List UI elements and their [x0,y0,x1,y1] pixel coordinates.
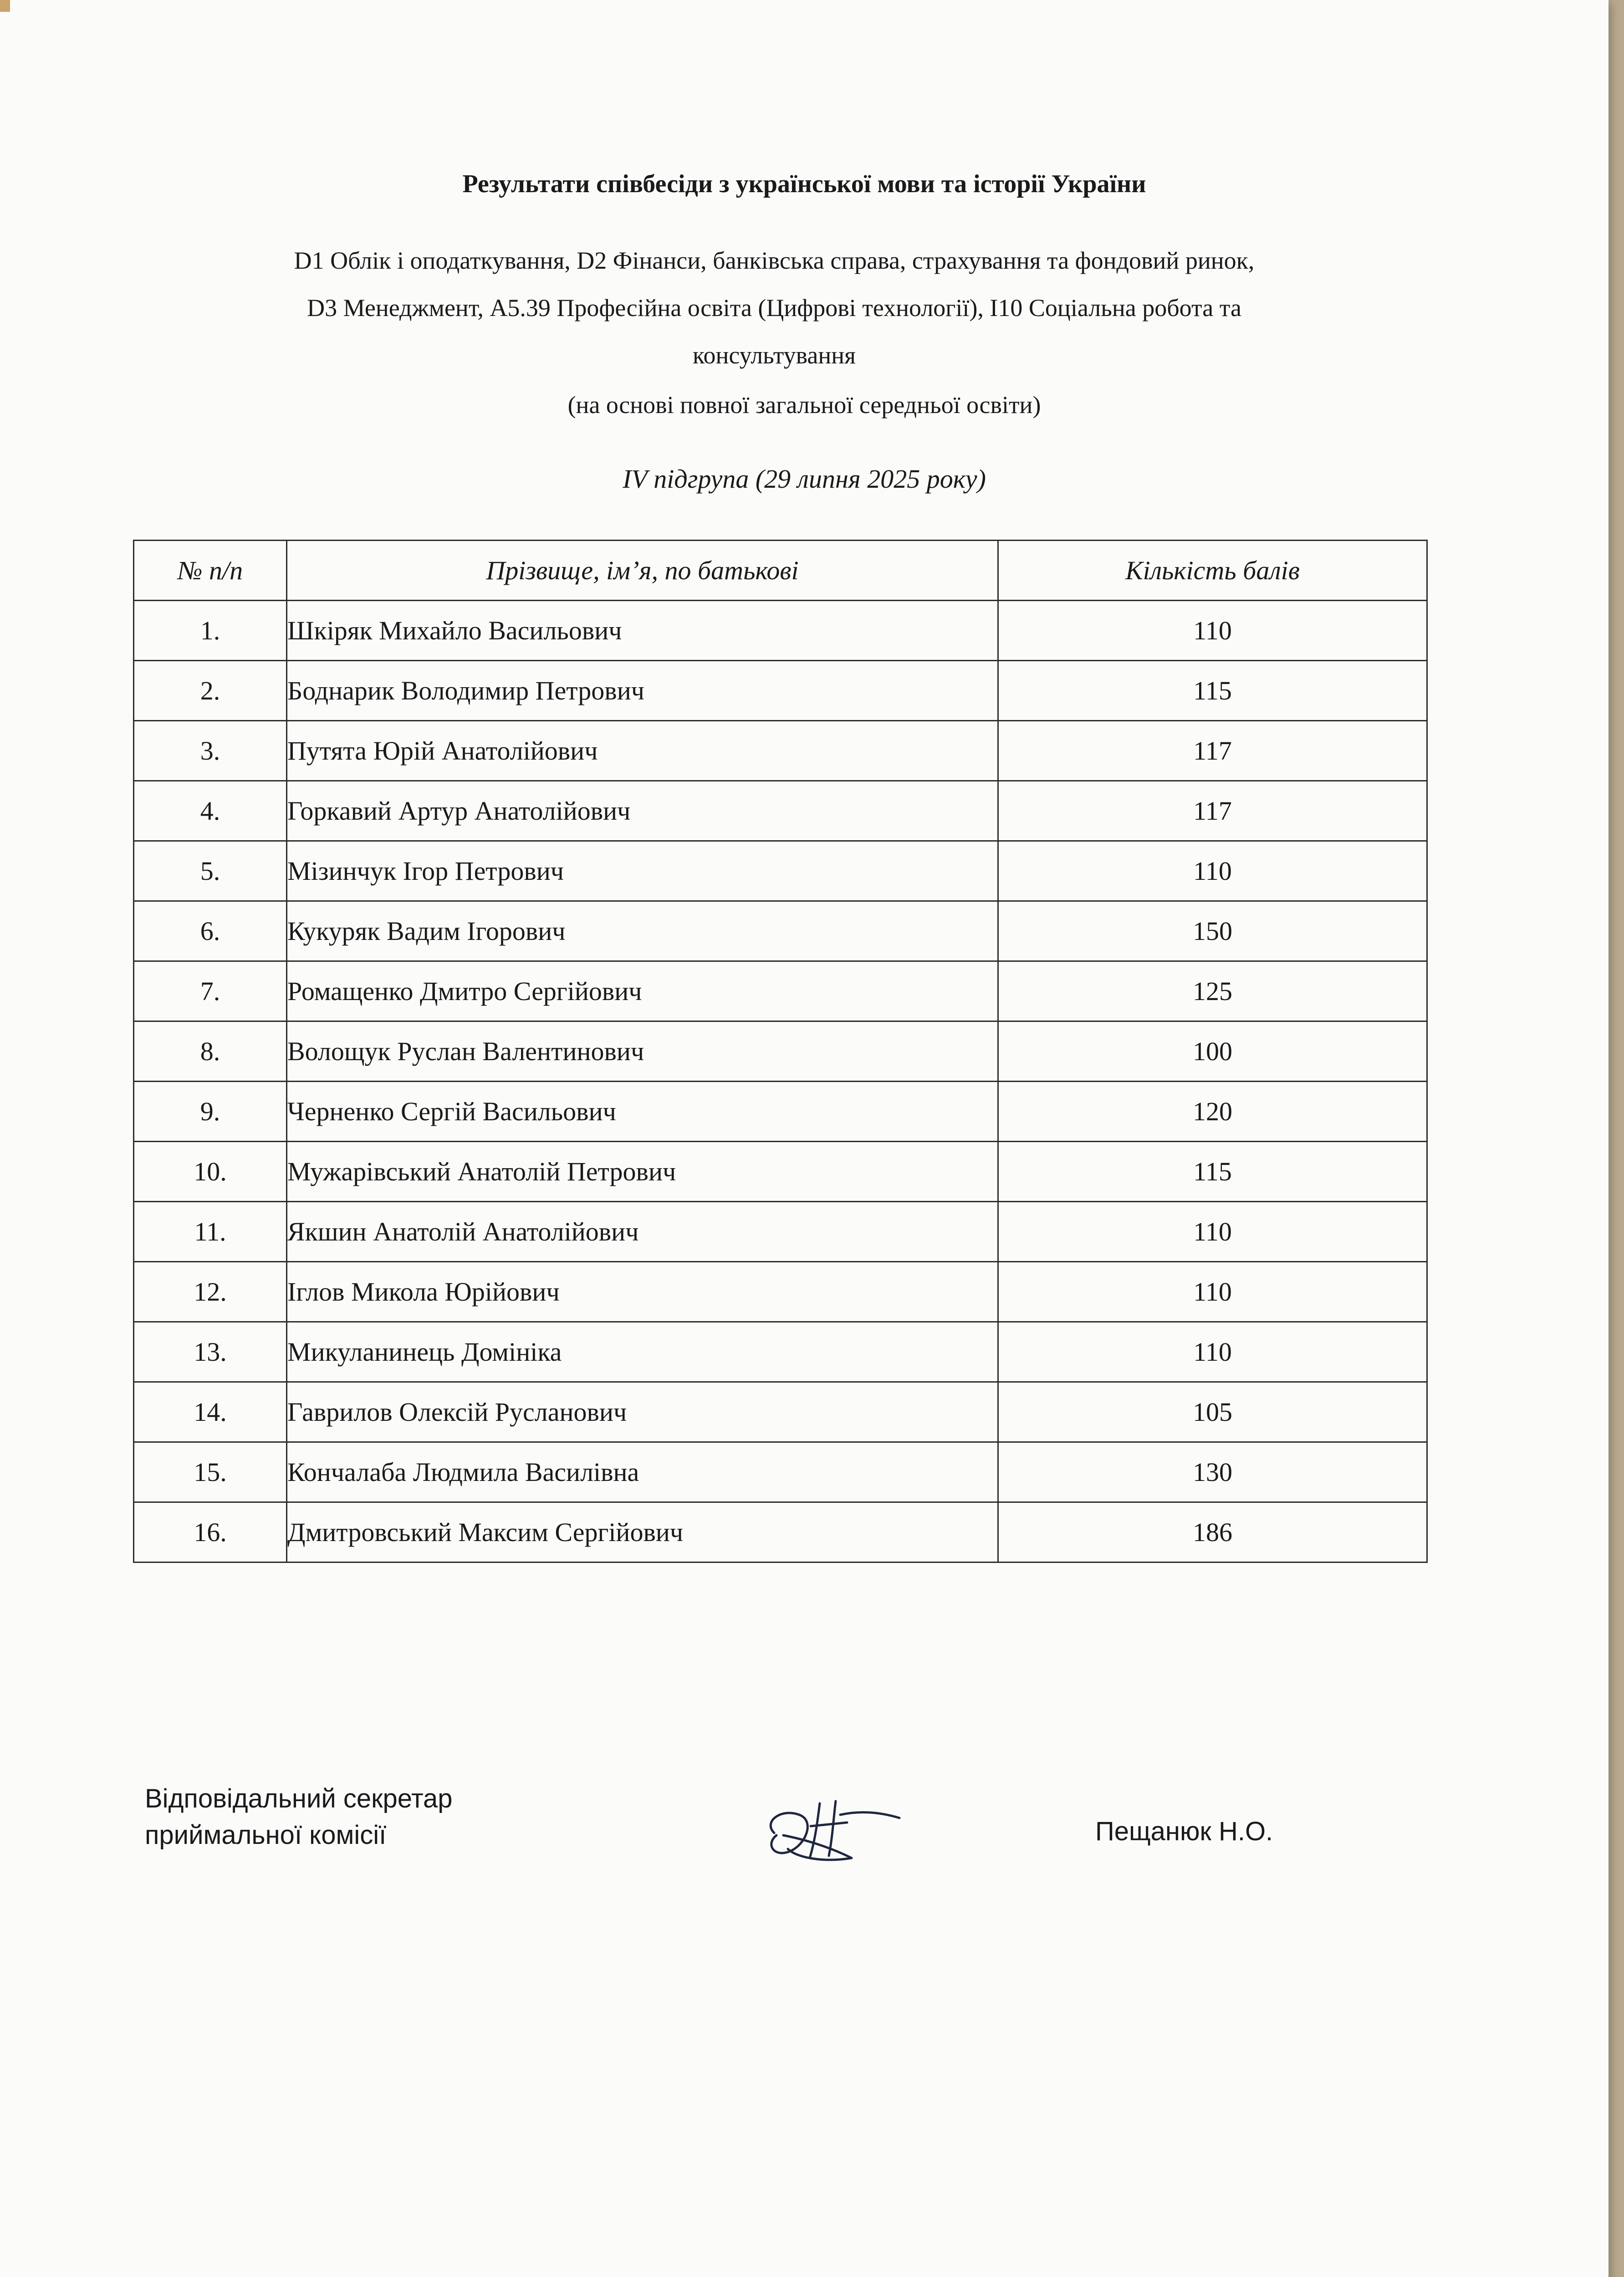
table-header-row [134,541,1427,601]
row-name-cell: Волощук Руслан Валентинович [287,1021,998,1082]
table-row [134,1442,1427,1502]
subtitle-line: D1 Облік і оподаткування, D2 Фінанси, банківська справа, страхування та фондовий ринок, [294,247,1255,274]
row-number-cell: 12. [134,1262,287,1322]
table-row [134,1382,1427,1442]
row-number-cell: 4. [134,781,287,841]
header-name: Прізвище, ім’я, по батькові [287,541,998,601]
table-row [134,1021,1427,1082]
results-table-body [134,601,1427,1562]
row-name-cell: Горкавий Артур Анатолійович [287,781,998,841]
signature-icon [756,1790,911,1872]
row-name-cell: Мужарівський Анатолій Петрович [287,1142,998,1202]
table-row [134,1142,1427,1202]
row-name-cell: Кончалаба Людмила Василівна [287,1442,998,1502]
row-number-cell: 3. [134,721,287,781]
row-number-cell: 11. [134,1202,287,1262]
header-score: Кількість балів [998,541,1427,601]
row-score-cell: 120 [998,1082,1427,1142]
row-name-cell: Дмитровський Максим Сергійович [287,1502,998,1562]
row-number-cell: 7. [134,961,287,1021]
row-number-cell: 5. [134,841,287,901]
table-row [134,601,1427,661]
row-name-cell: Якшин Анатолій Анатолійович [287,1202,998,1262]
row-score-cell: 110 [998,601,1427,661]
row-number-cell: 13. [134,1322,287,1382]
table-row [134,1322,1427,1382]
row-name-cell: Шкіряк Михайло Васильович [287,601,998,661]
row-number-cell: 6. [134,901,287,961]
table-row [134,1262,1427,1322]
row-score-cell: 125 [998,961,1427,1021]
row-name-cell: Микуланинець Домініка [287,1322,998,1382]
document-title: Результати співбесіди з української мови та історії України [462,170,1146,198]
row-name-cell: Боднарик Володимир Петрович [287,661,998,721]
table-row [134,1502,1427,1562]
table-row [134,961,1427,1021]
row-score-cell: 117 [998,721,1427,781]
row-name-cell: Мізинчук Ігор Петрович [287,841,998,901]
row-name-cell: Путята Юрій Анатолійович [287,721,998,781]
row-number-cell: 2. [134,661,287,721]
row-name-cell: Іглов Микола Юрійович [287,1262,998,1322]
row-number-cell: 14. [134,1382,287,1442]
paper-corner-mark [0,0,10,12]
row-score-cell: 110 [998,1262,1427,1322]
subtitle-line: D3 Менеджмент, A5.39 Професійна освіта (Цифрові технології), I10 Соціальна робота та [307,294,1241,322]
row-name-cell: Гаврилов Олексій Русланович [287,1382,998,1442]
results-table [133,540,1428,1563]
education-basis: (на основі повної загальної середньої освіти) [567,391,1041,419]
row-number-cell: 16. [134,1502,287,1562]
row-score-cell: 115 [998,661,1427,721]
subtitle-line: консультування [692,342,856,369]
row-number-cell: 10. [134,1142,287,1202]
secretary-position [145,1781,453,1853]
table-row [134,781,1427,841]
document-subtitle [150,237,1398,379]
row-number-cell: 15. [134,1442,287,1502]
row-score-cell: 110 [998,841,1427,901]
position-line: Відповідальний секретар [145,1784,453,1813]
row-name-cell: Кукуряк Вадим Ігорович [287,901,998,961]
row-score-cell: 110 [998,1202,1427,1262]
row-number-cell: 8. [134,1021,287,1082]
row-score-cell: 117 [998,781,1427,841]
table-row [134,1082,1427,1142]
row-score-cell: 100 [998,1021,1427,1082]
subgroup-date: IV підгрупа (29 липня 2025 року) [623,464,986,494]
table-row [134,661,1427,721]
row-score-cell: 130 [998,1442,1427,1502]
table-row [134,841,1427,901]
header-number: № п/п [134,541,287,601]
table-row [134,1202,1427,1262]
row-number-cell: 1. [134,601,287,661]
row-score-cell: 150 [998,901,1427,961]
row-name-cell: Черненко Сергій Васильович [287,1082,998,1142]
row-score-cell: 115 [998,1142,1427,1202]
row-score-cell: 110 [998,1322,1427,1382]
position-line: приймальної комісії [145,1820,387,1850]
row-number-cell: 9. [134,1082,287,1142]
row-score-cell: 105 [998,1382,1427,1442]
signer-name: Пещанюк Н.О. [1095,1817,1273,1846]
row-score-cell: 186 [998,1502,1427,1562]
row-name-cell: Ромащенко Дмитро Сергійович [287,961,998,1021]
table-row [134,901,1427,961]
table-row [134,721,1427,781]
